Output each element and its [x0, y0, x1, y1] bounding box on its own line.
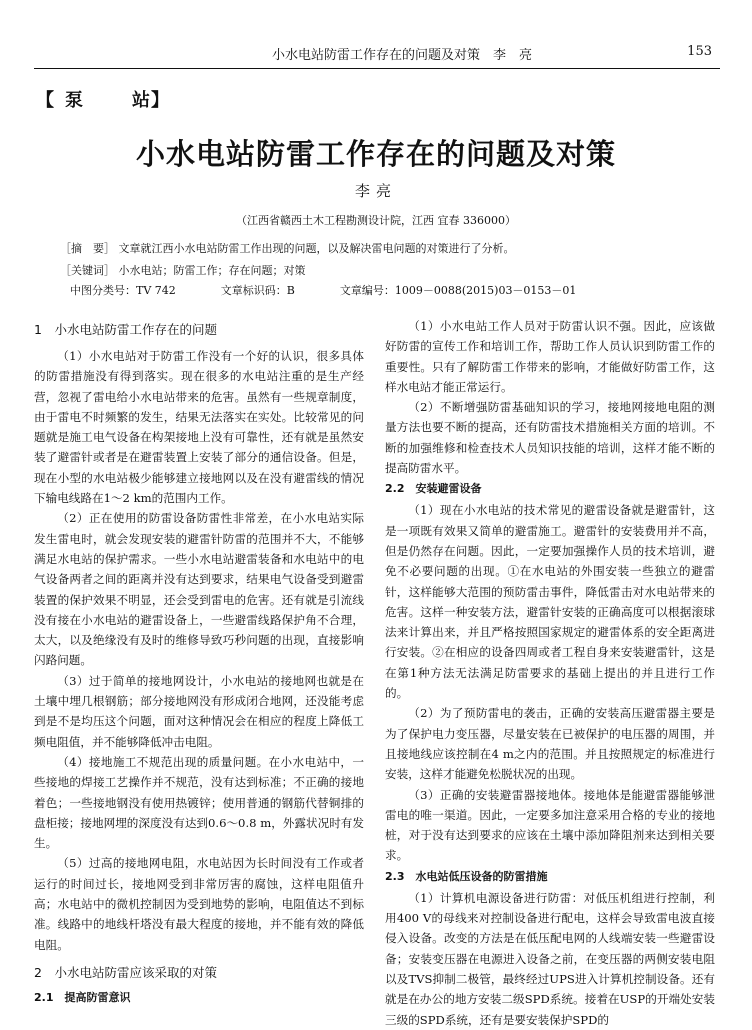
section-2-1-heading: 2.1 提高防雷意识: [34, 990, 131, 1004]
section-2-3-heading: 2.3 水电站低压设备的防雷措施: [385, 869, 548, 883]
paragraph: （1）小水电站工作人员对于防雷认识不强。因此，应该做好防雷的宣传工作和培训工作，帮助工作人员认识到防雷工作的重要性。只有了解防雷工作带来的影响，才能做好防雷工作，这样水电站才能正常运行。: [385, 319, 715, 394]
paragraph: （3）过于简单的接地网设计，小水电站的接地网也就是在土壤中埋几根钢筋；部分接地网没有形成闭合地网，还没能考虑到是不是均压这个问题，面对这种情况会在相应的程度上降低工频电阻值，并不能够降低冲击电阻。: [34, 673, 364, 749]
page-number: 153: [687, 44, 712, 59]
article-author: 李亮: [354, 182, 397, 200]
section-1-heading: 1 小水电站防雷工作存在的问题: [34, 322, 217, 337]
article-no-label: 文章编号：: [339, 284, 395, 297]
paragraph: （3）正确的安装避雷器接地体。接地体是能避雷器能够泄雷电的唯一渠道。因此，一定要多加注意采用合格的专业的接地桩，对于没有达到要求的应该在土壤中添加降阻剂来达到相关要求。: [385, 787, 715, 863]
section-2-2-heading: 2.2 安装避雷设备: [385, 482, 482, 496]
doc-code-value: B: [286, 284, 295, 297]
paragraph: （1）现在小水电站的技术常见的避雷设备就是避雷针，这是一项既有效果又简单的避雷施工。避雷针的安装费用并不高，但是仍然存在问题。因此，一定要加强操作人员的技术培训，避免不必要问题的出现。①在水电站的外围安装一些独立的避雷针，这样能够大范围的预防雷击事件，降低雷击对水电站带来的危害。这样一种安装方法，避雷针安装的正确高度可以根据滚球法来计算出来，并且严格按照国家规定的避雷体系的安全距离进行安装。②在相应的设备四周或者工程自身来安装避雷针，这是在第1种方法无法满足防雷要求的基础上提出的并且进行工作的。: [385, 503, 715, 701]
section-tag-open: 【: [36, 90, 55, 111]
classification-line: [70, 282, 710, 298]
section-tag-word1: 泵: [65, 90, 84, 111]
paragraph: （2）不断增强防雷基础知识的学习，接地网接地电阻的测量方法也要不断的提高，还有防雷技术措施相关方面的培训。不断的加强维修和检查技术人员知识技能的培训，这样才能不断的提高防雷水平。: [385, 400, 715, 476]
section-2-heading: 2 小水电站防雷应该采取的对策: [34, 964, 217, 980]
right-column: [385, 316, 715, 1030]
running-header: [34, 44, 720, 64]
keywords-label: ［关键词］: [60, 264, 115, 277]
paragraph: （1）小水电站对于防雷工作没有一个好的认识，很多具体的防雷措施没有得到落实。现在很多的水电站注重的是生产经营，忽视了雷电给小水电站带来的危害。虽然有一些规章制度，由于雷电不时频繁的发生，结果无法落实在实处。比较常见的问题就是施工电气设备在构架接地上没有可靠性，还有就是虽然安装了避雷针或者是在避雷装置上安装了部分的通信设备。但是，现在小型的水电站极少能够建立接地网以及在没有避雷线的情况下输电线路在1～2 km的范围内工作。: [34, 349, 364, 506]
running-title: 小水电站防雷工作存在的问题及对策 李 亮: [272, 48, 533, 63]
section-tag-word2: 站: [132, 90, 151, 111]
keywords-text: 小水电站；防雷工作；存在问题；对策: [118, 264, 306, 277]
abstract-line: [60, 240, 700, 256]
article-affiliation: （江西省赣西土木工程勘测设计院，江西 宜春 336000）: [236, 214, 516, 227]
article-no-value: 1009－0088(2015)03－0153－01: [394, 284, 577, 297]
left-column: [34, 316, 364, 1009]
abstract-label: ［摘 要］: [60, 242, 115, 255]
paragraph: （2）为了预防雷电的袭击，正确的安装高压避雷器主要是为了保护电力变压器，尽量安装在已被保护的电压器的周围，并且接地线应该控制在4 m之内的范围。并且按照规定的标准进行安装，这样才能避免松脱状况的出现。: [385, 706, 715, 782]
abstract-text: 文章就江西小水电站防雷工作出现的问题，以及解决雷电问题的对策进行了分析。: [118, 242, 515, 255]
paragraph: （1）计算机电源设备进行防雷：对低压机组进行控制，利用400 V的母线来对控制设备进行配电，这样会导致雷电波直接侵入设备。改变的方法是在低压配电网的人线端安装一些避雷设备；安装变压器在电源进入设备之前，在变压器的两侧安装电阻以及TVS抑制二极管，最终经过UPS进入计算机控制设备。还有就是在办公的地方安装二级SPD系统。接着在USP的开端处安装三级的SPD系统，还有是要安装保护SPD的: [385, 890, 715, 1027]
paragraph: （5）过高的接地网电阻，水电站因为长时间没有工作或者运行的时间过长，接地网受到非常厉害的腐蚀，这样电阻值升高；水电站中的微机控制因为受到地势的影响，电阻值达不到标准。线路中的地线杆塔没有最大程度的接地，并不能有效的降低电阻。: [34, 856, 364, 952]
doc-code-label: 文章标识码：: [220, 284, 287, 297]
header-rule: [34, 68, 720, 69]
section-tag-close: 】: [151, 90, 170, 111]
paragraph: （2）正在使用的防雷设备防雷性非常差，在小水电站实际发生雷电时，就会发现安装的避雷针防雷的范围并不大，不能够满足水电站的保护需求。一些小水电站避雷装备和水电站中的电气设备两者之间的距离并没有达到要求，结果电气设备受到避雷装置的保护效果不明显，还会受到雷电的危害。还有就是引流线没有接在小水电站的避雷设备上，一些避雷线路保护角不合理，太大，以及绝缘没有及时的维修导致巧秒问题的出现，直接影响闪路问题。: [34, 511, 364, 668]
paragraph: （4）接地施工不规范出现的质量问题。在小水电站中，一些接地的焊接工艺操作并不规范，没有达到标准；不正确的接地着色；一些接地钢没有使用热镀锌；使用普通的钢筋代替铜排的盘柜接；接地网埋的深度没有达到0.6～0.8 m，外露状况时有发生。: [34, 754, 364, 851]
article-title: 小水电站防雷工作存在的问题及对策: [135, 137, 616, 171]
clc-value: TV 742: [136, 284, 176, 297]
keywords-line: [60, 262, 700, 278]
section-tag: [36, 86, 170, 112]
clc-label: 中图分类号：: [70, 284, 136, 297]
